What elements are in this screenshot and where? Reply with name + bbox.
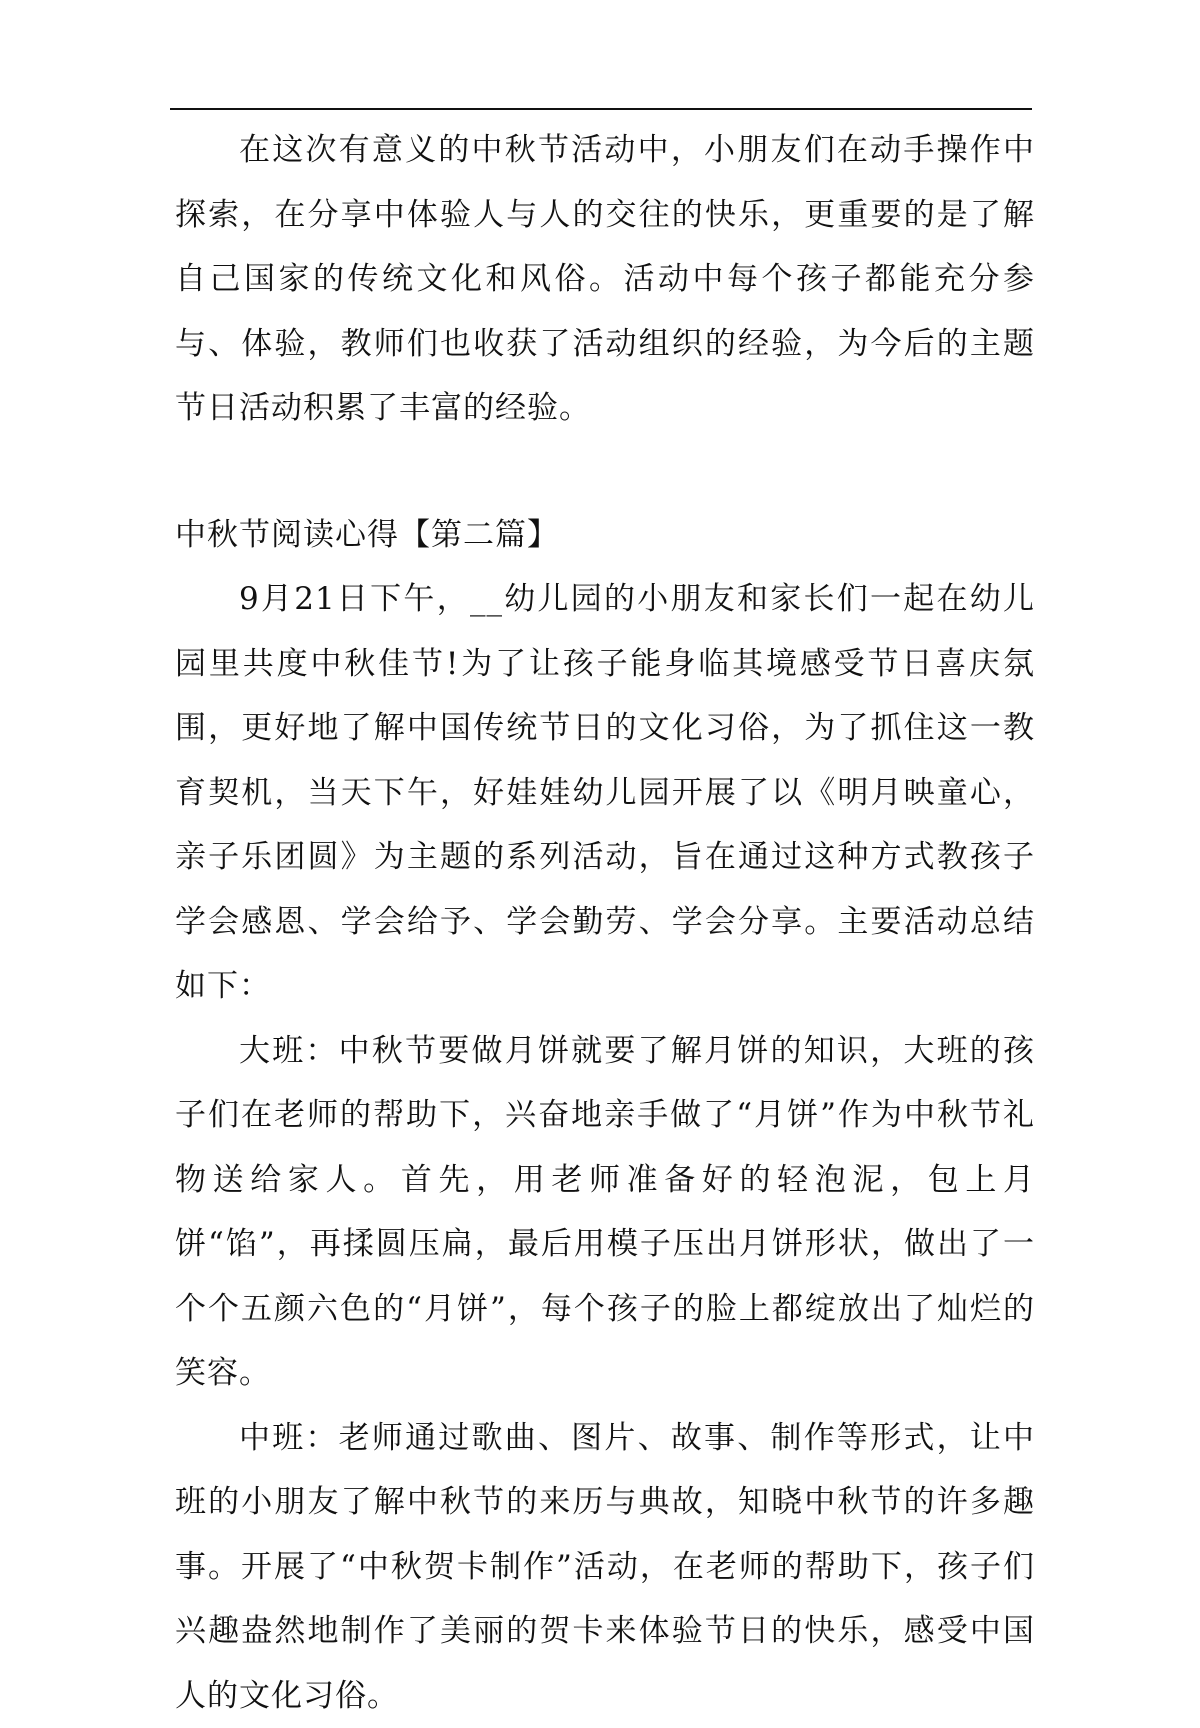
paragraph-middle-class: 中班：老师通过歌曲、图片、故事、制作等形式，让中班的小朋友了解中秋节的来历与典故，知晓中秋节的许多趣事。开展了“中秋贺卡制作”活动，在老师的帮助下，孩子们兴趣盎然地制作了美丽的贺卡来体验节日的快乐，感受中国人的文化习俗。 <box>175 1406 1035 1728</box>
section-heading: 中秋节阅读心得【第二篇】 <box>175 503 1035 568</box>
paragraph-senior-class: 大班：中秋节要做月饼就要了解月饼的知识，大班的孩子们在老师的帮助下，兴奋地亲手做了“月饼”作为中秋节礼物送给家人。首先，用老师准备好的轻泡泥，包上月饼“馅”，再揉圆压扁，最后用模子压出月饼形状，做出了一个个五颜六色的“月饼”，每个孩子的脸上都绽放出了灿烂的笑容。 <box>175 1019 1035 1406</box>
paragraph-closing-summary: 在这次有意义的中秋节活动中，小朋友们在动手操作中探索，在分享中体验人与人的交往的快乐，更重要的是了解自己国家的传统文化和风俗。活动中每个孩子都能充分参与、体验，教师们也收获了活动组织的经验，为今后的主题节日活动积累了丰富的经验。 <box>175 118 1035 441</box>
header-divider <box>170 108 1032 110</box>
paragraph-intro: 9月21日下午，__幼儿园的小朋友和家长们一起在幼儿园里共度中秋佳节!为了让孩子能身临其境感受节日喜庆氛围，更好地了解中国传统节日的文化习俗，为了抓住这一教育契机，当天下午，好娃娃幼儿园开展了以《明月映童心，亲子乐团圆》为主题的系列活动，旨在通过这种方式教孩子学会感恩、学会给予、学会勤劳、学会分享。主要活动总结如下： <box>175 567 1035 1019</box>
document-body <box>175 118 1035 1728</box>
